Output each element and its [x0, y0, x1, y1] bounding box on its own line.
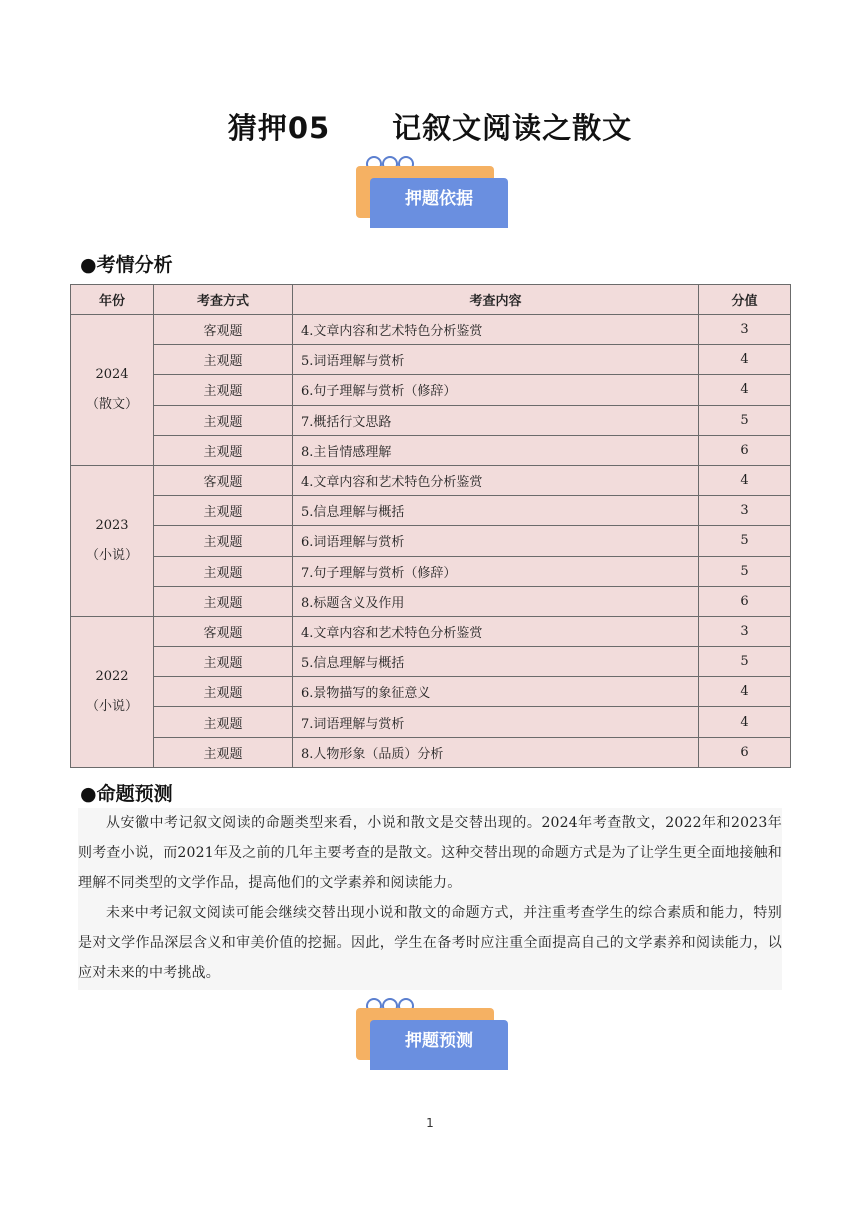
table-row — [71, 435, 791, 465]
table-row — [71, 556, 791, 586]
method-cell: 主观题 — [154, 345, 293, 375]
method-cell: 主观题 — [154, 707, 293, 737]
score-cell: 5 — [699, 526, 791, 556]
method-cell: 主观题 — [154, 526, 293, 556]
analysis-heading: ●考情分析 — [80, 254, 173, 276]
table-row — [71, 737, 791, 767]
content-cell: 5.信息理解与概括 — [293, 647, 699, 677]
table-row — [71, 315, 791, 345]
score-cell: 5 — [699, 647, 791, 677]
method-cell: 主观题 — [154, 435, 293, 465]
page-title — [0, 106, 860, 150]
content-cell: 6.景物描写的象征意义 — [293, 677, 699, 707]
score-cell: 4 — [699, 375, 791, 405]
col-header-content: 考查内容 — [293, 285, 699, 315]
method-cell: 客观题 — [154, 616, 293, 646]
table-row — [71, 375, 791, 405]
score-cell: 4 — [699, 465, 791, 495]
year-label: 2023 — [95, 517, 129, 533]
content-cell: 5.信息理解与概括 — [293, 496, 699, 526]
method-cell: 主观题 — [154, 496, 293, 526]
year-cell — [71, 465, 154, 616]
badge-label: 押题依据 — [370, 178, 508, 220]
score-cell: 5 — [699, 405, 791, 435]
content-cell: 8.主旨情感理解 — [293, 435, 699, 465]
prediction-text-box — [78, 808, 782, 990]
basis-badge — [356, 156, 508, 232]
method-cell: 客观题 — [154, 315, 293, 345]
badge-label: 押题预测 — [370, 1020, 508, 1062]
content-cell: 4.文章内容和艺术特色分析鉴赏 — [293, 465, 699, 495]
table-row — [71, 616, 791, 646]
score-cell: 4 — [699, 707, 791, 737]
col-header-score: 分值 — [699, 285, 791, 315]
col-header-method: 考查方式 — [154, 285, 293, 315]
method-cell: 主观题 — [154, 647, 293, 677]
content-cell: 7.概括行文思路 — [293, 405, 699, 435]
table-row — [71, 526, 791, 556]
title-text: 记叙文阅读之散文 — [392, 111, 633, 145]
score-cell: 4 — [699, 345, 791, 375]
content-cell: 6.词语理解与赏析 — [293, 526, 699, 556]
table-row — [71, 345, 791, 375]
method-cell: 主观题 — [154, 375, 293, 405]
table-row — [71, 405, 791, 435]
genre-label: （小说） — [85, 698, 138, 714]
prediction-paragraph: 从安徽中考记叙文阅读的命题类型来看，小说和散文是交替出现的。2024年考查散文，2022年和2023年则考查小说，而2021年及之前的几年主要考查的是散文。这种交替出现的命题方式是为了让学生更全面地接触和理解不同类型的文学作品，提高他们的文学素养和阅读能力。 — [78, 815, 782, 891]
table-header-row — [71, 285, 791, 315]
prediction-paragraph: 未来中考记叙文阅读可能会继续交替出现小说和散文的命题方式，并注重考查学生的综合素质和能力，特别是对文学作品深层含义和审美价值的挖掘。因此，学生在备考时应注重全面提高自己的文学素养和阅读能力，以应对未来的中考挑战。 — [78, 905, 782, 981]
table-row — [71, 677, 791, 707]
content-cell: 6.句子理解与赏析（修辞） — [293, 375, 699, 405]
exam-analysis-table — [70, 284, 791, 768]
year-cell — [71, 616, 154, 767]
score-cell: 3 — [699, 315, 791, 345]
score-cell: 3 — [699, 496, 791, 526]
method-cell: 主观题 — [154, 737, 293, 767]
method-cell: 主观题 — [154, 556, 293, 586]
table-row — [71, 647, 791, 677]
title-number: 猜押05 — [227, 111, 331, 145]
method-cell: 客观题 — [154, 465, 293, 495]
content-cell: 5.词语理解与赏析 — [293, 345, 699, 375]
score-cell: 6 — [699, 586, 791, 616]
col-header-year: 年份 — [71, 285, 154, 315]
table-row — [71, 465, 791, 495]
content-cell: 4.文章内容和艺术特色分析鉴赏 — [293, 315, 699, 345]
score-cell: 6 — [699, 737, 791, 767]
badge-underline — [370, 220, 508, 228]
score-cell: 5 — [699, 556, 791, 586]
table-row — [71, 496, 791, 526]
prediction-badge — [356, 998, 508, 1074]
year-cell — [71, 315, 154, 466]
table-row — [71, 707, 791, 737]
score-cell: 3 — [699, 616, 791, 646]
score-cell: 4 — [699, 677, 791, 707]
year-label: 2024 — [95, 366, 129, 382]
method-cell: 主观题 — [154, 586, 293, 616]
content-cell: 8.标题含义及作用 — [293, 586, 699, 616]
content-cell: 7.词语理解与赏析 — [293, 707, 699, 737]
year-label: 2022 — [95, 668, 129, 684]
page-number: 1 — [426, 1116, 434, 1130]
genre-label: （散文） — [85, 396, 138, 412]
content-cell: 7.句子理解与赏析（修辞） — [293, 556, 699, 586]
method-cell: 主观题 — [154, 405, 293, 435]
score-cell: 6 — [699, 435, 791, 465]
table-row — [71, 586, 791, 616]
prediction-heading: ●命题预测 — [80, 783, 173, 805]
content-cell: 8.人物形象（品质）分析 — [293, 737, 699, 767]
genre-label: （小说） — [85, 547, 138, 563]
method-cell: 主观题 — [154, 677, 293, 707]
content-cell: 4.文章内容和艺术特色分析鉴赏 — [293, 616, 699, 646]
badge-underline — [370, 1062, 508, 1070]
